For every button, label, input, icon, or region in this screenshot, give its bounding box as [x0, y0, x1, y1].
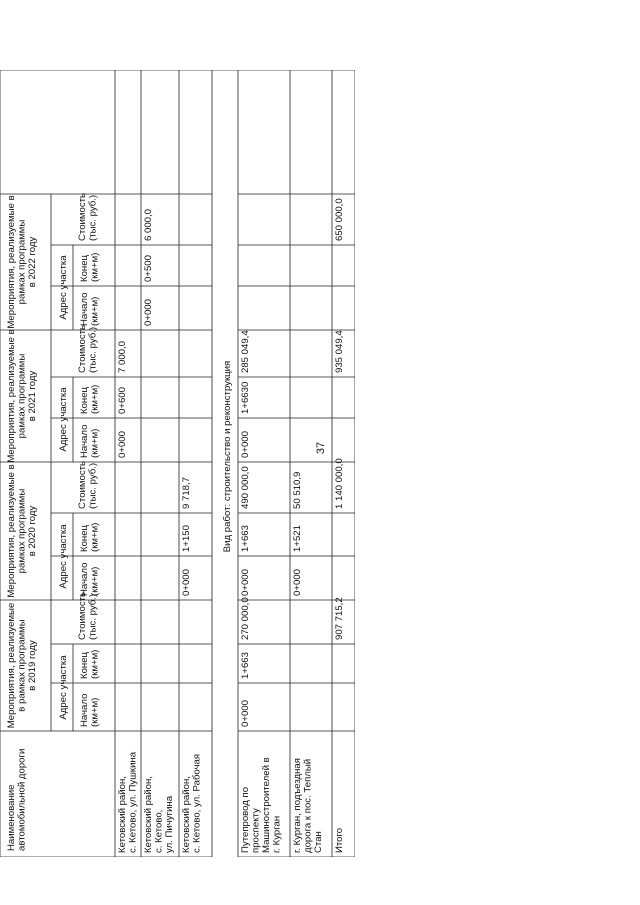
table-cell: 6 000,0 — [143, 208, 154, 241]
table-cell: 0+000 — [181, 569, 192, 596]
table-cell: 0+000 — [117, 431, 128, 458]
road-name-cell: Итого — [334, 827, 345, 853]
year-block-title: Мероприятия, реализуемые врамках программыв 2022 году — [6, 195, 38, 329]
table-text — [6, 193, 345, 853]
table-cell: 0+000 — [143, 299, 154, 326]
road-name-cell: г. Курган, подъезднаядорога к пос. ТеплыйСтан — [292, 758, 324, 853]
cost-header: Стоимость(тыс. руб.) — [77, 591, 99, 640]
table-grid — [0, 70, 355, 857]
table-cell: 0+000 — [240, 569, 251, 596]
table-cell: 50 510,9 — [292, 471, 303, 509]
table-cell: 9 718,7 — [181, 476, 192, 509]
table-cell: 1+663 — [240, 525, 251, 552]
end-km-header: Конец(км+м) — [79, 384, 101, 414]
cost-header: Стоимость(тыс. руб.) — [77, 460, 99, 509]
road-name-cell: Кетовский район,с. Кетово, ул. Пушкина — [117, 751, 139, 853]
cost-header: Стоимость(тыс. руб.) — [77, 192, 99, 241]
page-number: 37 — [315, 441, 327, 455]
start-km-header: Начало(км+м) — [79, 562, 101, 596]
table-cell: 0+600 — [117, 387, 128, 414]
table-cell: 285 049,4 — [240, 330, 251, 373]
end-km-header: Конец(км+м) — [79, 522, 101, 552]
table-cell: 1 140 000,0 — [334, 458, 345, 509]
start-km-header: Начало(км+м) — [79, 292, 101, 326]
table-cell: 1+6630 — [240, 381, 251, 414]
table-cell: 907 715,2 — [334, 597, 345, 640]
table-cell: 1+521 — [292, 525, 303, 552]
table-cell: 1+150 — [181, 525, 192, 552]
road-program-table — [0, 70, 355, 857]
address-header: Адрес участка — [58, 255, 69, 320]
table-cell: 0+000 — [292, 569, 303, 596]
year-block-title: Мероприятия, реализуемые врамках программыв 2021 году — [6, 329, 38, 463]
table-cell: 935 049,4 — [334, 330, 345, 373]
road-name-cell: Путепровод попроспектуМашиностроителей вг. Курган — [240, 757, 283, 853]
year-block-title: Мероприятия, реализуемыев рамках программыв 2019 году — [6, 602, 38, 729]
year-block-title: Мероприятия, реализуемые врамках программыв 2020 году — [6, 464, 38, 598]
road-name-header: Наименованиеавтомобильной дороги — [6, 748, 28, 851]
start-km-header: Начало(км+м) — [79, 693, 101, 727]
road-name-cell: Кетовский район,с. Кетово, ул. Рабочая — [181, 753, 203, 853]
address-header: Адрес участка — [58, 655, 69, 720]
address-header: Адрес участка — [58, 387, 69, 452]
road-name-cell: Кетовский район,с. Кетово,ул. Пичугина — [143, 776, 175, 853]
end-km-header: Конец(км+м) — [79, 649, 101, 679]
cost-header: Стоимость(тыс. руб.) — [77, 324, 99, 373]
table-cell: 0+000 — [240, 431, 251, 458]
rotated-table-page — [0, 70, 355, 857]
address-header: Адрес участка — [58, 524, 69, 589]
table-cell: 0+500 — [143, 255, 154, 282]
end-km-header: Конец(км+м) — [79, 252, 101, 282]
start-km-header: Начало(км+м) — [79, 424, 101, 458]
section-title: Вид работ: строительство и реконструкция — [222, 360, 233, 553]
table-cell: 0+000 — [240, 700, 251, 727]
table-cell: 490 000,0 — [240, 466, 251, 509]
table-cell: 7 000,0 — [117, 340, 128, 373]
table-cell: 270 000,0 — [240, 597, 251, 640]
table-cell: 1+663 — [240, 652, 251, 679]
table-cell: 650 000,0 — [334, 198, 345, 241]
